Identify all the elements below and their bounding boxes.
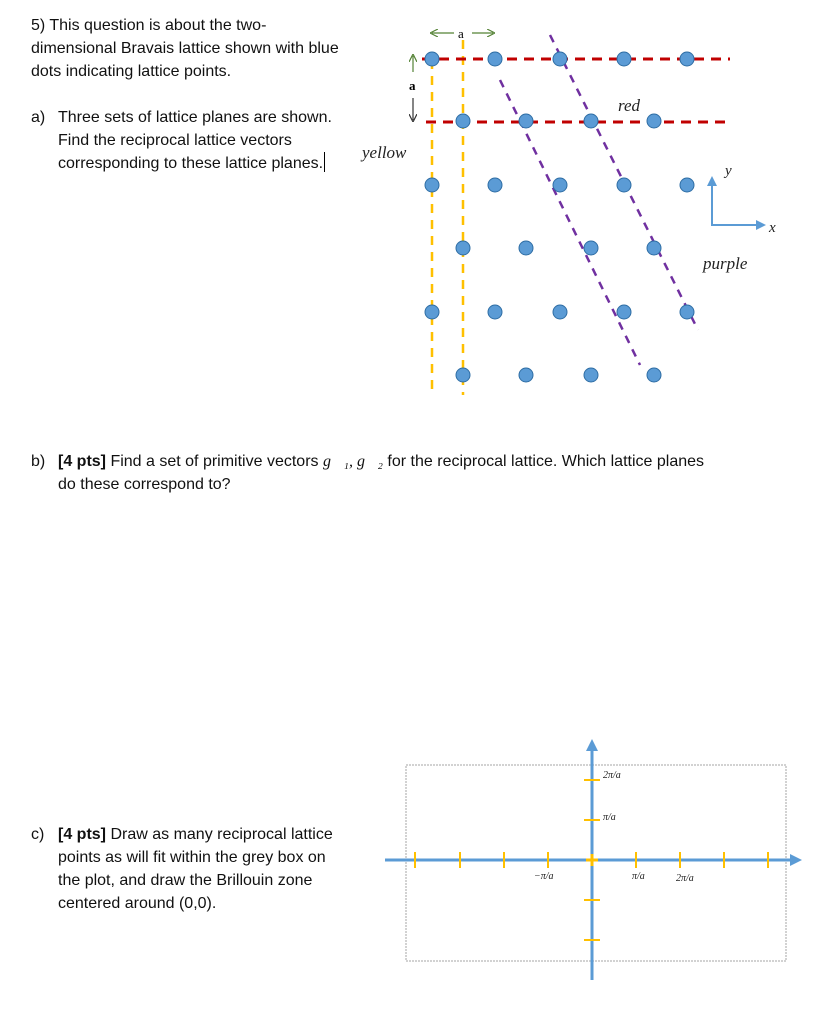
lattice-point [617,178,631,192]
lattice-point [617,52,631,66]
question-intro [31,14,339,83]
part-b-line-2: do these correspond to? [58,476,231,493]
lattice-point [584,241,598,255]
part-c [31,823,371,915]
y-axis-label: y [725,163,732,179]
lattice-point [553,305,567,319]
part-a-line-2: Find the reciprocal lattice vectors [58,132,292,149]
tick-label-2pi-x: 2π/a [676,873,694,884]
part-a-label: a) [31,109,46,126]
spacing-label-x: a [458,26,464,41]
label-red: red [618,96,641,115]
lattice-point [488,52,502,66]
lattice-point [584,114,598,128]
part-b [31,450,791,496]
lattice-figure [350,20,790,400]
text-cursor [324,152,325,172]
lattice-point [680,305,694,319]
lattice-point [647,241,661,255]
lattice-point [647,114,661,128]
lattice-points [425,52,694,382]
part-b-points: [4 pts] [58,453,106,470]
intro-line-1: 5) This question is about the two- [31,17,267,34]
label-purple: purple [703,254,748,273]
lattice-point [425,305,439,319]
part-c-line-4: centered around (0,0). [58,895,217,912]
lattice-point [617,305,631,319]
part-b-text-2: for the reciprocal lattice. Which lattice planes [382,453,705,470]
lattice-point [425,178,439,192]
lattice-point [553,52,567,66]
lattice-point [680,52,694,66]
lattice-point [519,241,533,255]
lattice-point [456,241,470,255]
lattice-point [456,114,470,128]
grey-box[interactable] [406,765,786,961]
part-a [31,106,391,175]
lattice-point [519,114,533,128]
lattice-point [553,178,567,192]
lattice-point [647,368,661,382]
part-a-line-3: corresponding to these lattice planes. [58,155,324,172]
lattice-point [680,178,694,192]
intro-line-3: dots indicating lattice points. [31,63,232,80]
part-b-text-1: Find a set of primitive vectors [106,453,323,470]
origin-mark [586,854,598,866]
label-yellow: yellow [362,143,407,162]
part-c-points: [4 pts] [58,826,106,843]
lattice-point [488,178,502,192]
lattice-point [488,305,502,319]
reciprocal-vectors: g⃗₁, g⃗₂ [322,453,383,470]
tick-label-pi-x: π/a [632,871,645,882]
reciprocal-plot [380,735,810,985]
part-a-line-1: Three sets of lattice planes are shown. [58,109,332,126]
lattice-point [425,52,439,66]
tick-label-pi-y: π/a [603,812,616,823]
part-b-label: b) [31,453,46,470]
spacing-label-y: a [409,78,416,93]
lattice-point [584,368,598,382]
lattice-point [456,368,470,382]
part-c-line-3: the plot, and draw the Brillouin zone [58,872,313,889]
lattice-point [519,368,533,382]
part-c-text-1: Draw as many reciprocal lattice [106,826,333,843]
part-c-line-2: points as will fit within the grey box on [58,849,326,866]
tick-label-2pi-y: 2π/a [603,770,621,781]
intro-line-2: dimensional Bravais lattice shown with blue [31,40,339,57]
x-axis-label: x [769,220,776,236]
part-c-label: c) [31,826,45,843]
tick-label-neg-pi: −π/a [534,871,554,882]
